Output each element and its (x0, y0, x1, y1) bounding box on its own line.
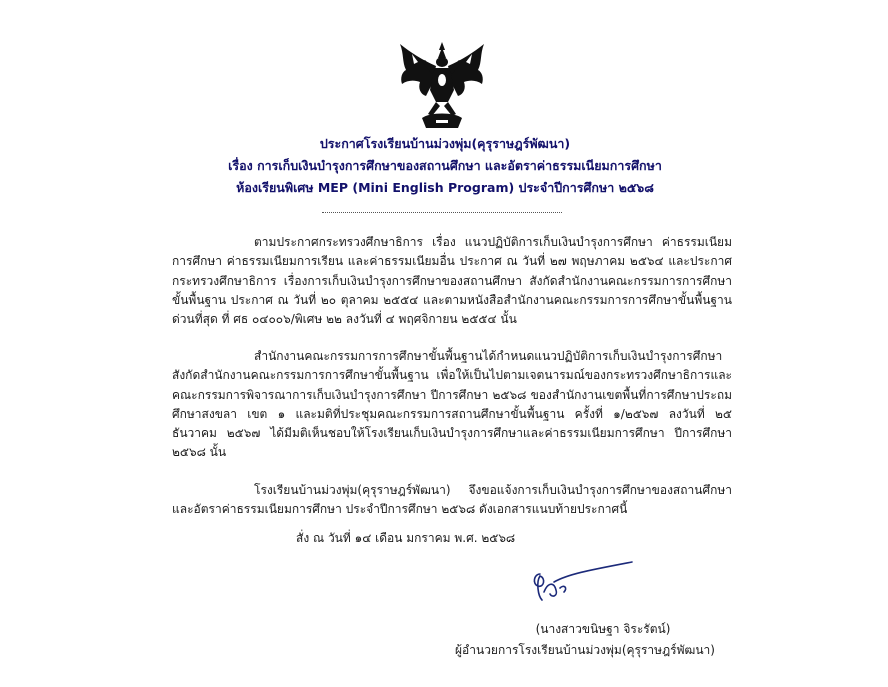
paragraph-2-text: สำนักงานคณะกรรมการการศึกษาขั้นพื้นฐานได้กำหนดแนวปฏิบัติการเก็บเงินบำรุงการศึกษาสังกัดสำนักงานคณะกรรมการการศึกษาขั้นพื้นฐาน เพื่อให้เป็นไปตามเจตนารมณ์ของกระทรวงศึกษาธิการและคณะกรรมการพิจารณาการเก็บเงินบำรุงการศึกษา ปีการศึกษา ๒๕๖๘ ของสำนักงานเขตพื้นที่การศึกษาประถมศึกษาสงขลา เขต ๑ และมติที่ประชุมคณะกรรมการสถานศึกษาขั้นพื้นฐาน ครั้งที่ ๑/๒๕๖๗ ลงวันที่ ๒๕ ธันวาคม ๒๕๖๗ ได้มีมติเห็นชอบให้โรงเรียนเก็บเงินบำรุงการศึกษาและค่าธรรมเนียมการศึกษา ปีการศึกษา ๒๕๖๘ นั้น (172, 349, 732, 460)
announcement-title: ประกาศโรงเรียนบ้านม่วงพุ่ม(คุรุราษฎร์พัฒนา) (319, 136, 571, 151)
issue-date: สั่ง ณ วันที่ ๑๔ เดือน มกราคม พ.ศ. ๒๕๖๘ (296, 531, 516, 545)
body-paragraph-2 (172, 347, 732, 463)
body-paragraph-1 (172, 233, 732, 329)
announcement-subject: เรื่อง การเก็บเงินบำรุงการศึกษาของสถานศึกษา และอัตราค่าธรรมเนียมการศึกษา (228, 158, 662, 173)
announcement-subject-detail: ห้องเรียนพิเศษ MEP (Mini English Program) ประจำปีการศึกษา ๒๕๖๘ (236, 180, 654, 195)
paragraph-3-text: โรงเรียนบ้านม่วงพุ่ม(คุรุราษฎร์พัฒนา) จึงขอแจ้งการเก็บเงินบำรุงการศึกษาของสถานศึกษา และอัตราค่าธรรมเนียมการศึกษา ประจำปีการศึกษา ๒๕๖๘ ดังเอกสารแนบท้ายประกาศนี้ (172, 483, 732, 517)
paragraph-1-text: ตามประกาศกระทรวงศึกษาธิการ เรื่อง แนวปฏิบัติการเก็บเงินบำรุงการศึกษา ค่าธรรมเนียมการศึกษา ค่าธรรมเนียมการเรียน และค่าธรรมเนียมอื่น ประกาศ ณ วันที่ ๒๗ พฤษภาคม ๒๕๖๔ และประกาศกระทรวงศึกษาธิการ เรื่องการเก็บเงินบำรุงการศึกษาของสถานศึกษา สังกัดสำนักงานคณะกรรมการการศึกษาขั้นพื้นฐาน ประกาศ ณ วันที่ ๒๐ ตุลาคม ๒๕๕๔ และตามหนังสือสำนักงานคณะกรรมการการศึกษาขั้นพื้นฐาน ด่วนที่สุด ที่ ศธ ๐๔๐๐๖/พิเศษ ๒๒ ลงวันที่ ๔ พฤศจิกายน ๒๕๕๔ นั้น (172, 235, 732, 327)
handwritten-signature (520, 552, 640, 612)
title-divider (322, 212, 562, 213)
garuda-emblem-icon (392, 40, 492, 130)
signatory-name: (นางสาวขนิษฐา จิระรัตน์) (535, 622, 671, 636)
signatory-position: ผู้อำนวยการโรงเรียนบ้านม่วงพุ่ม(คุรุราษฎร์พัฒนา) (455, 643, 715, 657)
body-paragraph-3 (172, 481, 732, 520)
